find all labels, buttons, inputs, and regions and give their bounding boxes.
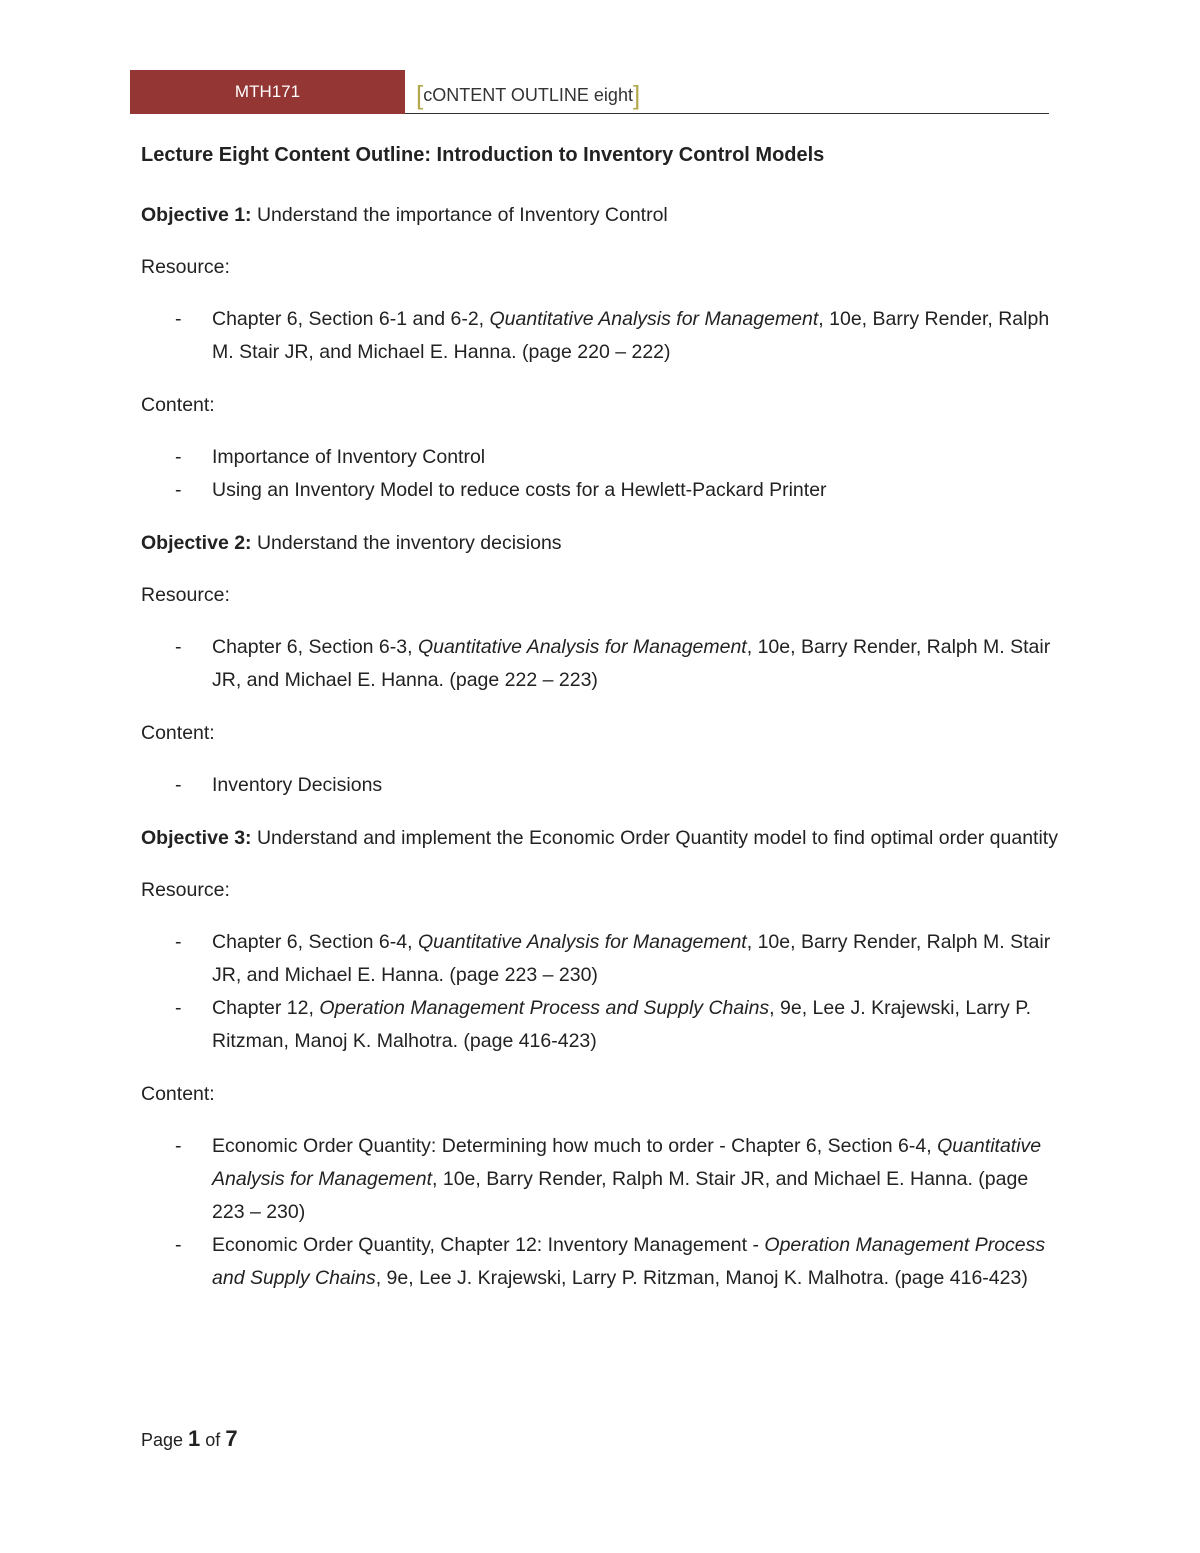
objective-2 <box>141 527 1059 559</box>
list-item <box>141 926 1059 992</box>
page-current: 1 <box>188 1426 201 1451</box>
bracket-right: ] <box>632 80 641 110</box>
list-item <box>141 1229 1059 1295</box>
objective-text: Understand and implement the Economic Order Quantity model to find optimal order quantity <box>251 827 1058 849</box>
dash-marker: - <box>175 774 182 796</box>
item-text: , 10e, Barry Render, Ralph M. Stair JR, and Michael E. Hanna. (page 223 – 230) <box>212 931 1051 986</box>
content-list <box>141 441 1059 507</box>
item-text: , 10e, Barry Render, Ralph M. Stair JR, and Michael E. Hanna. (page 220 – 222) <box>212 308 1050 363</box>
book-title: Quantitative Analysis for Management <box>417 636 747 658</box>
objective-3 <box>141 822 1059 854</box>
item-text: Chapter 6, Section 6-4, <box>212 931 418 953</box>
objective-label: Objective 3: <box>141 827 252 849</box>
item-text: , 9e, Lee J. Krajewski, Larry P. Ritzman, Manoj K. Malhotra. (page 416-423) <box>212 997 1032 1052</box>
item-text: Economic Order Quantity, Chapter 12: Inventory Management - <box>212 1234 765 1256</box>
item-text: Chapter 12, <box>212 997 320 1019</box>
content-heading: Content: <box>141 394 215 416</box>
book-title: Quantitative Analysis for Management <box>417 931 747 953</box>
content-heading: Content: <box>141 722 215 744</box>
item-text: , 9e, Lee J. Krajewski, Larry P. Ritzman, Manoj K. Malhotra. (page 416-423) <box>375 1267 1028 1289</box>
page-total: 7 <box>225 1426 238 1451</box>
list-item <box>141 992 1059 1058</box>
document-body <box>141 141 1059 1315</box>
list-item <box>141 303 1059 369</box>
header-title <box>416 80 640 111</box>
resource-list <box>141 926 1059 1058</box>
objective-text: Understand the importance of Inventory Control <box>251 204 668 226</box>
item-text: Inventory Decisions <box>212 774 383 796</box>
list-item <box>141 769 1059 802</box>
bracket-left: [ <box>416 80 424 110</box>
content-list <box>141 1130 1059 1295</box>
item-text: Chapter 6, Section 6-1 and 6-2, <box>212 308 490 330</box>
header-rule <box>405 113 1049 114</box>
item-text: , 10e, Barry Render, Ralph M. Stair JR, and Michael E. Hanna. (page 222 – 223) <box>212 636 1051 691</box>
list-item <box>141 631 1059 697</box>
book-title: Operation Management Process and Supply Chains <box>212 1234 1046 1289</box>
page-word: Page <box>141 1430 189 1450</box>
dash-marker: - <box>175 997 182 1019</box>
resource-heading: Resource: <box>141 879 230 901</box>
dash-marker: - <box>175 1135 182 1157</box>
dash-marker: - <box>175 1234 182 1256</box>
header-title-text: cONTENT OUTLINE eight <box>423 85 633 105</box>
objective-text: Understand the inventory decisions <box>251 532 562 554</box>
header-course-box <box>130 70 405 114</box>
dash-marker: - <box>175 636 182 658</box>
item-text: Using an Inventory Model to reduce costs for a Hewlett-Packard Printer <box>212 479 827 501</box>
objective-1 <box>141 199 1059 231</box>
dash-marker: - <box>175 446 182 468</box>
list-item <box>141 1130 1059 1229</box>
list-item <box>141 441 1059 474</box>
document-title: Lecture Eight Content Outline: Introduction to Inventory Control Models <box>141 144 825 166</box>
resource-list <box>141 303 1059 369</box>
dash-marker: - <box>175 931 182 953</box>
resource-heading: Resource: <box>141 256 230 278</box>
resource-list <box>141 631 1059 697</box>
book-title: Quantitative Analysis for Management <box>212 1135 1042 1190</box>
page-footer <box>141 1426 238 1452</box>
content-heading: Content: <box>141 1083 215 1105</box>
item-text: Economic Order Quantity: Determining how much to order - Chapter 6, Section 6-4, <box>212 1135 938 1157</box>
item-text: Importance of Inventory Control <box>212 446 486 468</box>
resource-heading: Resource: <box>141 584 230 606</box>
objective-label: Objective 2: <box>141 532 252 554</box>
header-course: MTH171 <box>234 82 301 101</box>
item-text: Chapter 6, Section 6-3, <box>212 636 418 658</box>
list-item <box>141 474 1059 507</box>
dash-marker: - <box>175 479 182 501</box>
dash-marker: - <box>175 308 182 330</box>
page-of: of <box>200 1430 226 1450</box>
objective-label: Objective 1: <box>141 204 252 226</box>
book-title: Quantitative Analysis for Management <box>489 308 819 330</box>
book-title: Operation Management Process and Supply Chains <box>319 997 770 1019</box>
content-list <box>141 769 1059 802</box>
item-text: , 10e, Barry Render, Ralph M. Stair JR, and Michael E. Hanna. (page 223 – 230) <box>212 1168 1029 1223</box>
